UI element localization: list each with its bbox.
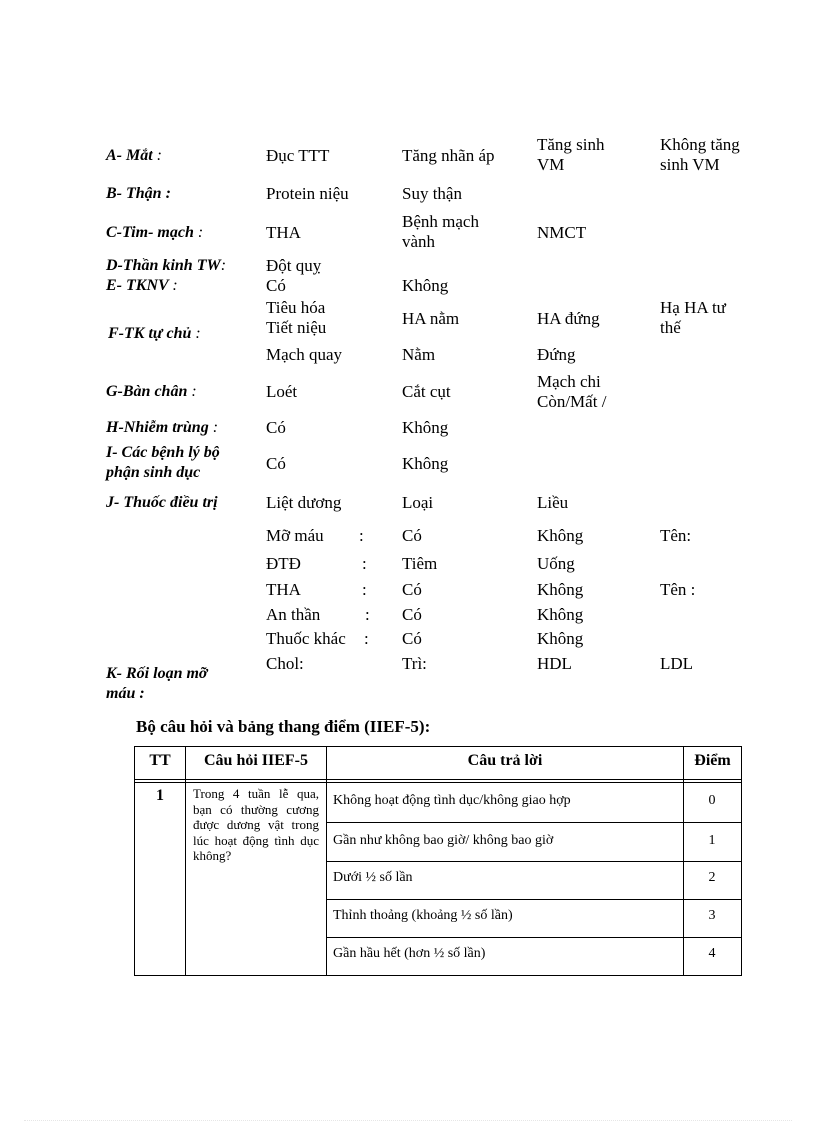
med-ed: Liệt dương	[266, 493, 342, 512]
row-divider	[326, 937, 741, 938]
score-1: 1	[708, 833, 716, 848]
med-diabetes-sep: :	[362, 554, 367, 573]
med-other-no: Không	[537, 629, 584, 648]
q1-number: 1	[156, 787, 164, 804]
med-htn-sep: :	[362, 580, 367, 599]
row-divider	[326, 822, 741, 823]
label-peripheral-nerve: E- TKNV :	[106, 277, 178, 294]
med-lipid-name: Mỡ máu	[266, 526, 324, 545]
header-divider	[135, 779, 741, 780]
eyes-glaucoma: Tăng nhãn áp	[402, 146, 495, 165]
med-diabetes-oral: Uống	[537, 554, 575, 573]
autonomic-gi-gu: Tiêu hóa Tiết niệu	[266, 298, 327, 337]
med-sedative-sep: :	[365, 605, 370, 624]
label-cardiovascular: C-Tim- mạch :	[106, 224, 204, 241]
med-lipid-yes: Có	[402, 526, 422, 545]
med-htn-name: THA	[266, 580, 301, 599]
answer-1: Gần như không bao giờ/ không bao giờ	[333, 833, 554, 848]
lipid-tg: Trì:	[402, 654, 427, 673]
answer-2: Dưới ½ số lần	[333, 870, 413, 885]
header-score: Điểm	[694, 752, 731, 769]
score-2: 2	[708, 870, 716, 885]
eyes-cataract: Đục TTT	[266, 146, 330, 165]
med-sedative-name: An thần	[266, 605, 321, 624]
infection-no: Không	[402, 418, 449, 437]
pn-no: Không	[402, 276, 449, 295]
answer-3: Thỉnh thoảng (khoảng ½ số lần)	[333, 908, 513, 923]
genital-no: Không	[402, 454, 449, 473]
cv-hypertension: THA	[266, 223, 301, 242]
lipid-chol: Chol:	[266, 654, 304, 673]
label-cns: D-Thần kinh TW:	[106, 257, 227, 274]
autonomic-pulse-standing: Đứng	[537, 345, 576, 364]
score-0: 0	[708, 793, 716, 808]
eyes-retinopathy-proliferative: Tăng sinh VM	[537, 135, 605, 174]
iief-table	[134, 746, 742, 976]
med-dose: Liều	[537, 493, 569, 512]
row-divider	[326, 861, 741, 862]
label-infection: H-Nhiễm trùng :	[106, 419, 219, 436]
cns-stroke: Đột quỵ	[266, 256, 322, 275]
med-lipid-sep: :	[359, 526, 364, 545]
header-divider	[135, 782, 741, 783]
infection-yes: Có	[266, 418, 286, 437]
cv-mi: NMCT	[537, 223, 587, 242]
med-lipid-no: Không	[537, 526, 584, 545]
autonomic-bp-standing: HA đứng	[537, 309, 600, 328]
foot-amputation: Cắt cụt	[402, 382, 451, 401]
cv-coronary: Bệnh mạch vành	[402, 212, 479, 251]
med-sedative-no: Không	[537, 605, 584, 624]
foot-ulcer: Loét	[266, 382, 298, 401]
med-diabetes-name: ĐTĐ	[266, 554, 301, 573]
autonomic-bp-lying: HA nằm	[402, 309, 460, 328]
label-kidney: B- Thận :	[106, 185, 171, 202]
med-htn-yes: Có	[402, 580, 422, 599]
kidney-proteinuria: Protein niệu	[266, 184, 349, 203]
page-bottom-dots	[24, 1120, 792, 1121]
label-genital: I- Các bệnh lý bộ phận sinh dục	[106, 444, 220, 481]
pn-yes: Có	[266, 276, 286, 295]
kidney-failure: Suy thận	[402, 184, 462, 203]
med-diabetes-injection: Tiêm	[402, 554, 438, 573]
header-answer: Câu trả lời	[467, 752, 543, 769]
score-3: 3	[708, 908, 716, 923]
header-tt: TT	[149, 752, 171, 769]
med-other-yes: Có	[402, 629, 422, 648]
foot-pulse: Mạch chi Còn/Mất /	[537, 372, 607, 411]
label-eyes: A- Mắt :	[106, 147, 162, 164]
lipid-hdl: HDL	[537, 654, 572, 673]
eyes-retinopathy-nonproliferative: Không tăng sinh VM	[660, 135, 740, 174]
row-divider	[326, 899, 741, 900]
label-autonomic: F-TK tự chủ :	[108, 325, 201, 342]
med-htn-no: Không	[537, 580, 584, 599]
med-other-name: Thuốc khác	[266, 629, 346, 648]
label-dyslipidemia: K- Rối loạn mỡ máu :	[106, 665, 208, 702]
med-type: Loại	[402, 493, 434, 512]
label-foot: G-Bàn chân :	[106, 383, 197, 400]
score-4: 4	[708, 946, 716, 961]
label-medication: J- Thuốc điều trị	[106, 494, 218, 511]
iief-heading: Bộ câu hỏi và bảng thang điểm (IIEF-5):	[136, 717, 431, 736]
genital-yes: Có	[266, 454, 286, 473]
lipid-ldl: LDL	[660, 654, 694, 673]
q1-question: Trong 4 tuần lễ qua, bạn có thường cương được dương vật trong lúc hoạt động tình dục không?	[193, 786, 319, 863]
med-other-sep: :	[364, 629, 369, 648]
med-htn-drugname: Tên :	[660, 580, 696, 599]
autonomic-radial-pulse: Mạch quay	[266, 345, 343, 364]
answer-0: Không hoạt động tình dục/không giao hợp	[333, 793, 571, 808]
header-question: Câu hỏi IIEF-5	[203, 752, 309, 769]
answer-4: Gần hầu hết (hơn ½ số lần)	[333, 946, 486, 961]
autonomic-orthostatic: Hạ HA tư thế	[660, 298, 726, 337]
autonomic-pulse-lying: Nằm	[402, 345, 436, 364]
med-sedative-yes: Có	[402, 605, 422, 624]
med-lipid-drugname: Tên:	[660, 526, 692, 545]
